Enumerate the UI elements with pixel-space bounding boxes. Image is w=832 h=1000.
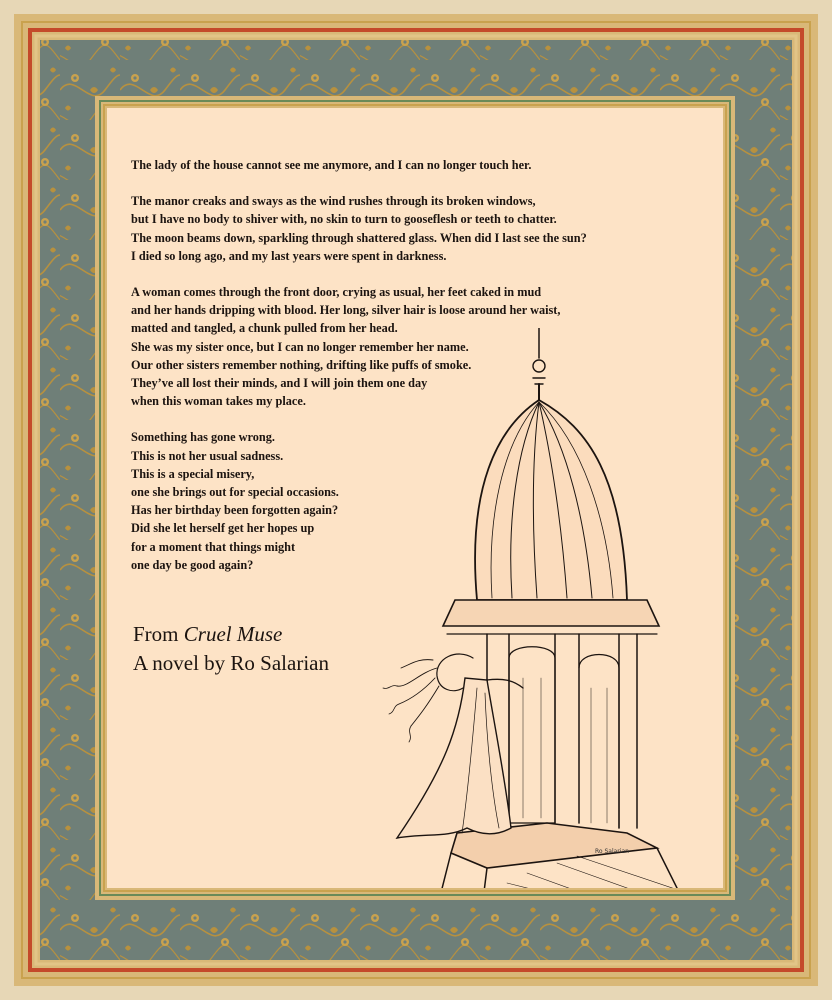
poem-line: for a moment that things might	[131, 539, 296, 554]
poem-line: one day be good again?	[131, 557, 254, 572]
poem-page	[107, 108, 723, 888]
poem-line: This is a special misery,	[131, 466, 255, 481]
from-line	[133, 620, 329, 649]
poem-line: Our other sisters remember nothing, drifting like puffs of smoke.	[131, 357, 472, 372]
poem-line: A woman comes through the front door, crying as usual, her feet caked in mud	[131, 285, 542, 300]
book-title: Cruel Muse	[183, 622, 283, 646]
poem-line: but I have no body to shiver with, no skin to turn to gooseflesh or teeth to chatter.	[131, 212, 557, 227]
poem-line: Did she let herself get her hopes up	[131, 521, 315, 536]
poem-line: Something has gone wrong.	[131, 430, 275, 445]
poem-stanza	[131, 156, 721, 174]
poem-line: matted and tangled, a chunk pulled from her head.	[131, 321, 398, 336]
poem-line: She was my sister once, but I can no longer remember her name.	[131, 339, 469, 354]
book-credit	[133, 620, 329, 678]
byline: A novel by Ro Salarian	[133, 651, 329, 675]
poem-line: They’ve all lost their minds, and I will join them one day	[131, 376, 428, 391]
artist-signature: Ro Salarian	[595, 848, 629, 855]
from-prefix: From	[133, 622, 184, 646]
tower-drawing	[383, 328, 707, 888]
poem-line: one she brings out for special occasions.	[131, 485, 339, 500]
poem-line: The moon beams down, sparkling through shattered glass. When did I last see the sun?	[131, 230, 587, 245]
poem-stanza	[131, 192, 721, 265]
poem-line: The manor creaks and sways as the wind rushes through its broken windows,	[131, 194, 536, 209]
poem-line: The lady of the house cannot see me anymore, and I can no longer touch her.	[131, 158, 532, 172]
poem-line: and her hands dripping with blood. Her long, silver hair is loose around her waist,	[131, 303, 561, 318]
poem-line: Has her birthday been forgotten again?	[131, 503, 339, 518]
tower-illustration	[327, 328, 723, 888]
poem-line: This is not her usual sadness.	[131, 448, 284, 463]
poem-line: when this woman takes my place.	[131, 394, 306, 409]
poem-line: I died so long ago, and my last years were spent in darkness.	[131, 248, 447, 263]
